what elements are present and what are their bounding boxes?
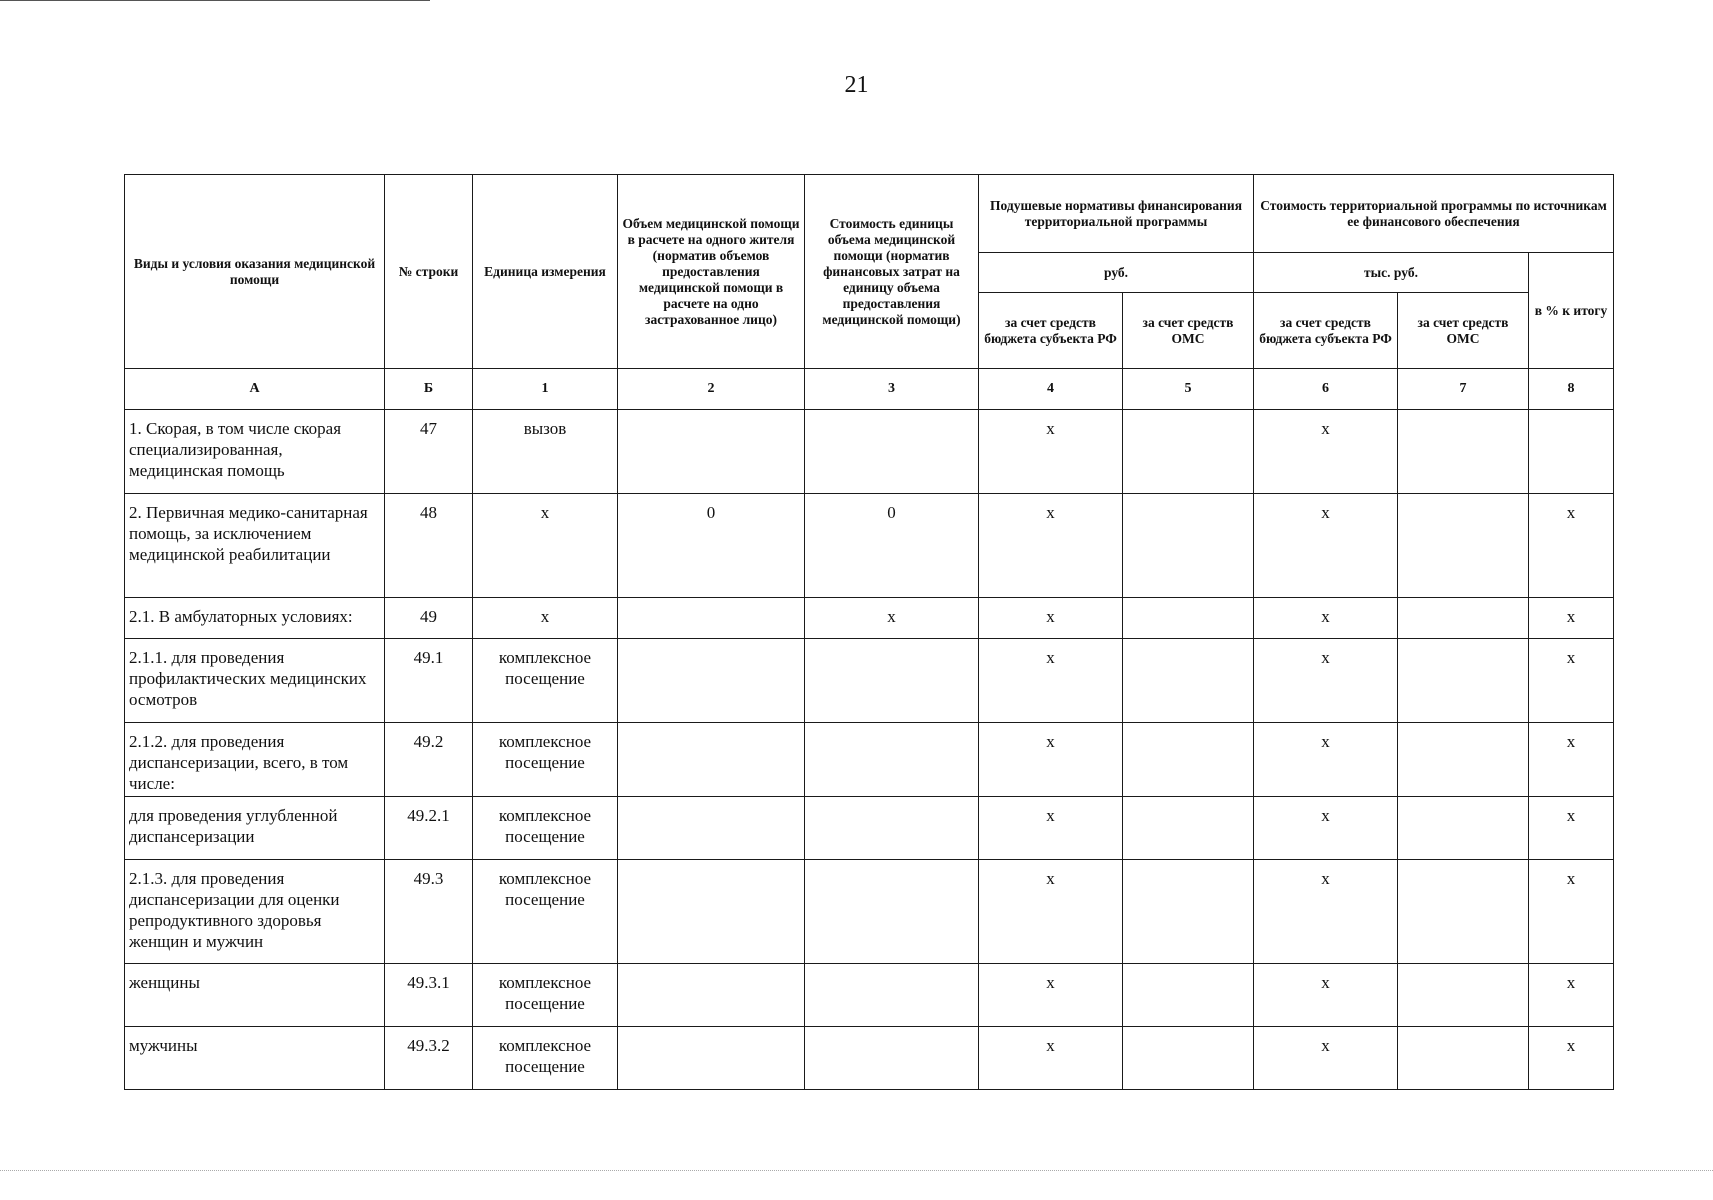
row-oms-thousand — [1398, 860, 1529, 964]
row-line-number: 49.3 — [385, 860, 473, 964]
row-budget-rub: х — [979, 639, 1123, 723]
row-line-number: 47 — [385, 410, 473, 494]
row-unit-cost — [805, 860, 979, 964]
row-line-number: 49.2.1 — [385, 797, 473, 860]
column-index: А — [125, 369, 385, 410]
column-index: Б — [385, 369, 473, 410]
row-oms-thousand — [1398, 723, 1529, 797]
row-percent-of-total: х — [1529, 723, 1614, 797]
row-kind-of-care: 2.1.3. для проведения диспансеризации для оценки репродуктивного здоровья женщин и мужчин — [125, 860, 385, 964]
row-budget-thousand: х — [1254, 964, 1398, 1027]
row-volume — [618, 410, 805, 494]
row-kind-of-care: мужчины — [125, 1027, 385, 1090]
row-budget-thousand: х — [1254, 494, 1398, 598]
column-index: 5 — [1123, 369, 1254, 410]
header-oms-rub: за счет средств ОМС — [1123, 293, 1254, 369]
header-unit: Единица измерения — [473, 175, 618, 369]
row-unit: комплексное посещение — [473, 1027, 618, 1090]
row-line-number: 48 — [385, 494, 473, 598]
row-unit-cost — [805, 1027, 979, 1090]
row-line-number: 49.3.2 — [385, 1027, 473, 1090]
row-budget-rub: х — [979, 797, 1123, 860]
header-program-cost-group: Стоимость территориальной программы по источникам ее финансового обеспечения — [1254, 175, 1614, 253]
header-percent-of-total: в % к итогу — [1529, 253, 1614, 369]
row-percent-of-total: х — [1529, 860, 1614, 964]
column-index: 1 — [473, 369, 618, 410]
row-oms-thousand — [1398, 494, 1529, 598]
row-budget-rub: х — [979, 860, 1123, 964]
row-percent-of-total: х — [1529, 1027, 1614, 1090]
row-budget-rub: х — [979, 410, 1123, 494]
row-oms-rub — [1123, 797, 1254, 860]
table-row — [125, 1027, 1614, 1090]
row-kind-of-care: 2.1. В амбулаторных условиях: — [125, 598, 385, 639]
row-unit: комплексное посещение — [473, 860, 618, 964]
column-index: 7 — [1398, 369, 1529, 410]
row-budget-thousand: х — [1254, 797, 1398, 860]
row-budget-rub: х — [979, 1027, 1123, 1090]
row-volume — [618, 797, 805, 860]
header-unit-rub: руб. — [979, 253, 1254, 293]
column-index: 2 — [618, 369, 805, 410]
column-index: 4 — [979, 369, 1123, 410]
row-percent-of-total: х — [1529, 598, 1614, 639]
row-budget-rub: х — [979, 598, 1123, 639]
page-number: 21 — [844, 72, 869, 98]
table-row — [125, 860, 1614, 964]
row-budget-thousand: х — [1254, 598, 1398, 639]
row-kind-of-care: 2. Первичная медико-санитарная помощь, за исключением медицинской реабилитации — [125, 494, 385, 598]
row-oms-thousand — [1398, 964, 1529, 1027]
row-unit: комплексное посещение — [473, 723, 618, 797]
table-row — [125, 494, 1614, 598]
scan-edge-line — [0, 0, 430, 2]
row-kind-of-care: для проведения углубленной диспансеризации — [125, 797, 385, 860]
row-oms-rub — [1123, 1027, 1254, 1090]
row-oms-thousand — [1398, 1027, 1529, 1090]
column-index-row — [125, 369, 1614, 410]
row-oms-thousand — [1398, 598, 1529, 639]
column-index: 3 — [805, 369, 979, 410]
row-budget-thousand: х — [1254, 410, 1398, 494]
row-oms-thousand — [1398, 639, 1529, 723]
header-volume: Объем медицинской помощи в расчете на одного жителя (норматив объемов предоставления медицинской помощи в расчете на одно застрахованное лицо) — [618, 175, 805, 369]
row-oms-rub — [1123, 964, 1254, 1027]
row-kind-of-care: 2.1.1. для проведения профилактических медицинских осмотров — [125, 639, 385, 723]
row-kind-of-care: женщины — [125, 964, 385, 1027]
row-unit-cost — [805, 964, 979, 1027]
row-oms-thousand — [1398, 410, 1529, 494]
row-unit: вызов — [473, 410, 618, 494]
row-oms-rub — [1123, 598, 1254, 639]
header-per-capita-group: Подушевые нормативы финансирования территориальной программы — [979, 175, 1254, 253]
header-oms-thousand: за счет средств ОМС — [1398, 293, 1529, 369]
financing-table — [124, 174, 1614, 1090]
header-kind-of-care: Виды и условия оказания медицинской помощи — [125, 175, 385, 369]
row-unit-cost — [805, 639, 979, 723]
row-volume — [618, 1027, 805, 1090]
row-unit-cost — [805, 723, 979, 797]
row-volume — [618, 964, 805, 1027]
row-percent-of-total: х — [1529, 639, 1614, 723]
row-unit-cost — [805, 797, 979, 860]
row-unit-cost: х — [805, 598, 979, 639]
row-unit: комплексное посещение — [473, 639, 618, 723]
row-budget-thousand: х — [1254, 1027, 1398, 1090]
row-unit: х — [473, 598, 618, 639]
header-budget-rub: за счет средств бюджета субъекта РФ — [979, 293, 1123, 369]
row-oms-rub — [1123, 494, 1254, 598]
row-volume — [618, 723, 805, 797]
table-row — [125, 797, 1614, 860]
scan-noise-line — [0, 1170, 1713, 1173]
row-oms-rub — [1123, 639, 1254, 723]
row-percent-of-total: х — [1529, 964, 1614, 1027]
row-oms-thousand — [1398, 797, 1529, 860]
row-volume: 0 — [618, 494, 805, 598]
row-percent-of-total: х — [1529, 494, 1614, 598]
table-row — [125, 964, 1614, 1027]
column-index: 8 — [1529, 369, 1614, 410]
row-oms-rub — [1123, 723, 1254, 797]
row-line-number: 49 — [385, 598, 473, 639]
row-line-number: 49.1 — [385, 639, 473, 723]
row-oms-rub — [1123, 410, 1254, 494]
row-oms-rub — [1123, 860, 1254, 964]
header-line-number: № строки — [385, 175, 473, 369]
column-index: 6 — [1254, 369, 1398, 410]
row-volume — [618, 598, 805, 639]
row-unit: х — [473, 494, 618, 598]
table-row — [125, 598, 1614, 639]
row-unit: комплексное посещение — [473, 964, 618, 1027]
row-unit-cost — [805, 410, 979, 494]
row-volume — [618, 639, 805, 723]
row-budget-rub: х — [979, 723, 1123, 797]
header-unit-cost: Стоимость единицы объема медицинской помощи (норматив финансовых затрат на единицу объема предоставления медицинской помощи) — [805, 175, 979, 369]
row-volume — [618, 860, 805, 964]
header-unit-thousand-rub: тыс. руб. — [1254, 253, 1529, 293]
row-budget-thousand: х — [1254, 639, 1398, 723]
header-budget-thousand: за счет средств бюджета субъекта РФ — [1254, 293, 1398, 369]
table-row — [125, 410, 1614, 494]
row-budget-thousand: х — [1254, 860, 1398, 964]
row-kind-of-care: 2.1.2. для проведения диспансеризации, всего, в том числе: — [125, 723, 385, 797]
row-unit-cost: 0 — [805, 494, 979, 598]
row-budget-rub: х — [979, 964, 1123, 1027]
row-budget-rub: х — [979, 494, 1123, 598]
row-line-number: 49.3.1 — [385, 964, 473, 1027]
row-percent-of-total: х — [1529, 797, 1614, 860]
table-row — [125, 723, 1614, 797]
row-percent-of-total — [1529, 410, 1614, 494]
row-line-number: 49.2 — [385, 723, 473, 797]
row-kind-of-care: 1. Скорая, в том числе скорая специализированная, медицинская помощь — [125, 410, 385, 494]
row-unit: комплексное посещение — [473, 797, 618, 860]
row-budget-thousand: х — [1254, 723, 1398, 797]
table-body — [125, 410, 1614, 1090]
table-row — [125, 639, 1614, 723]
